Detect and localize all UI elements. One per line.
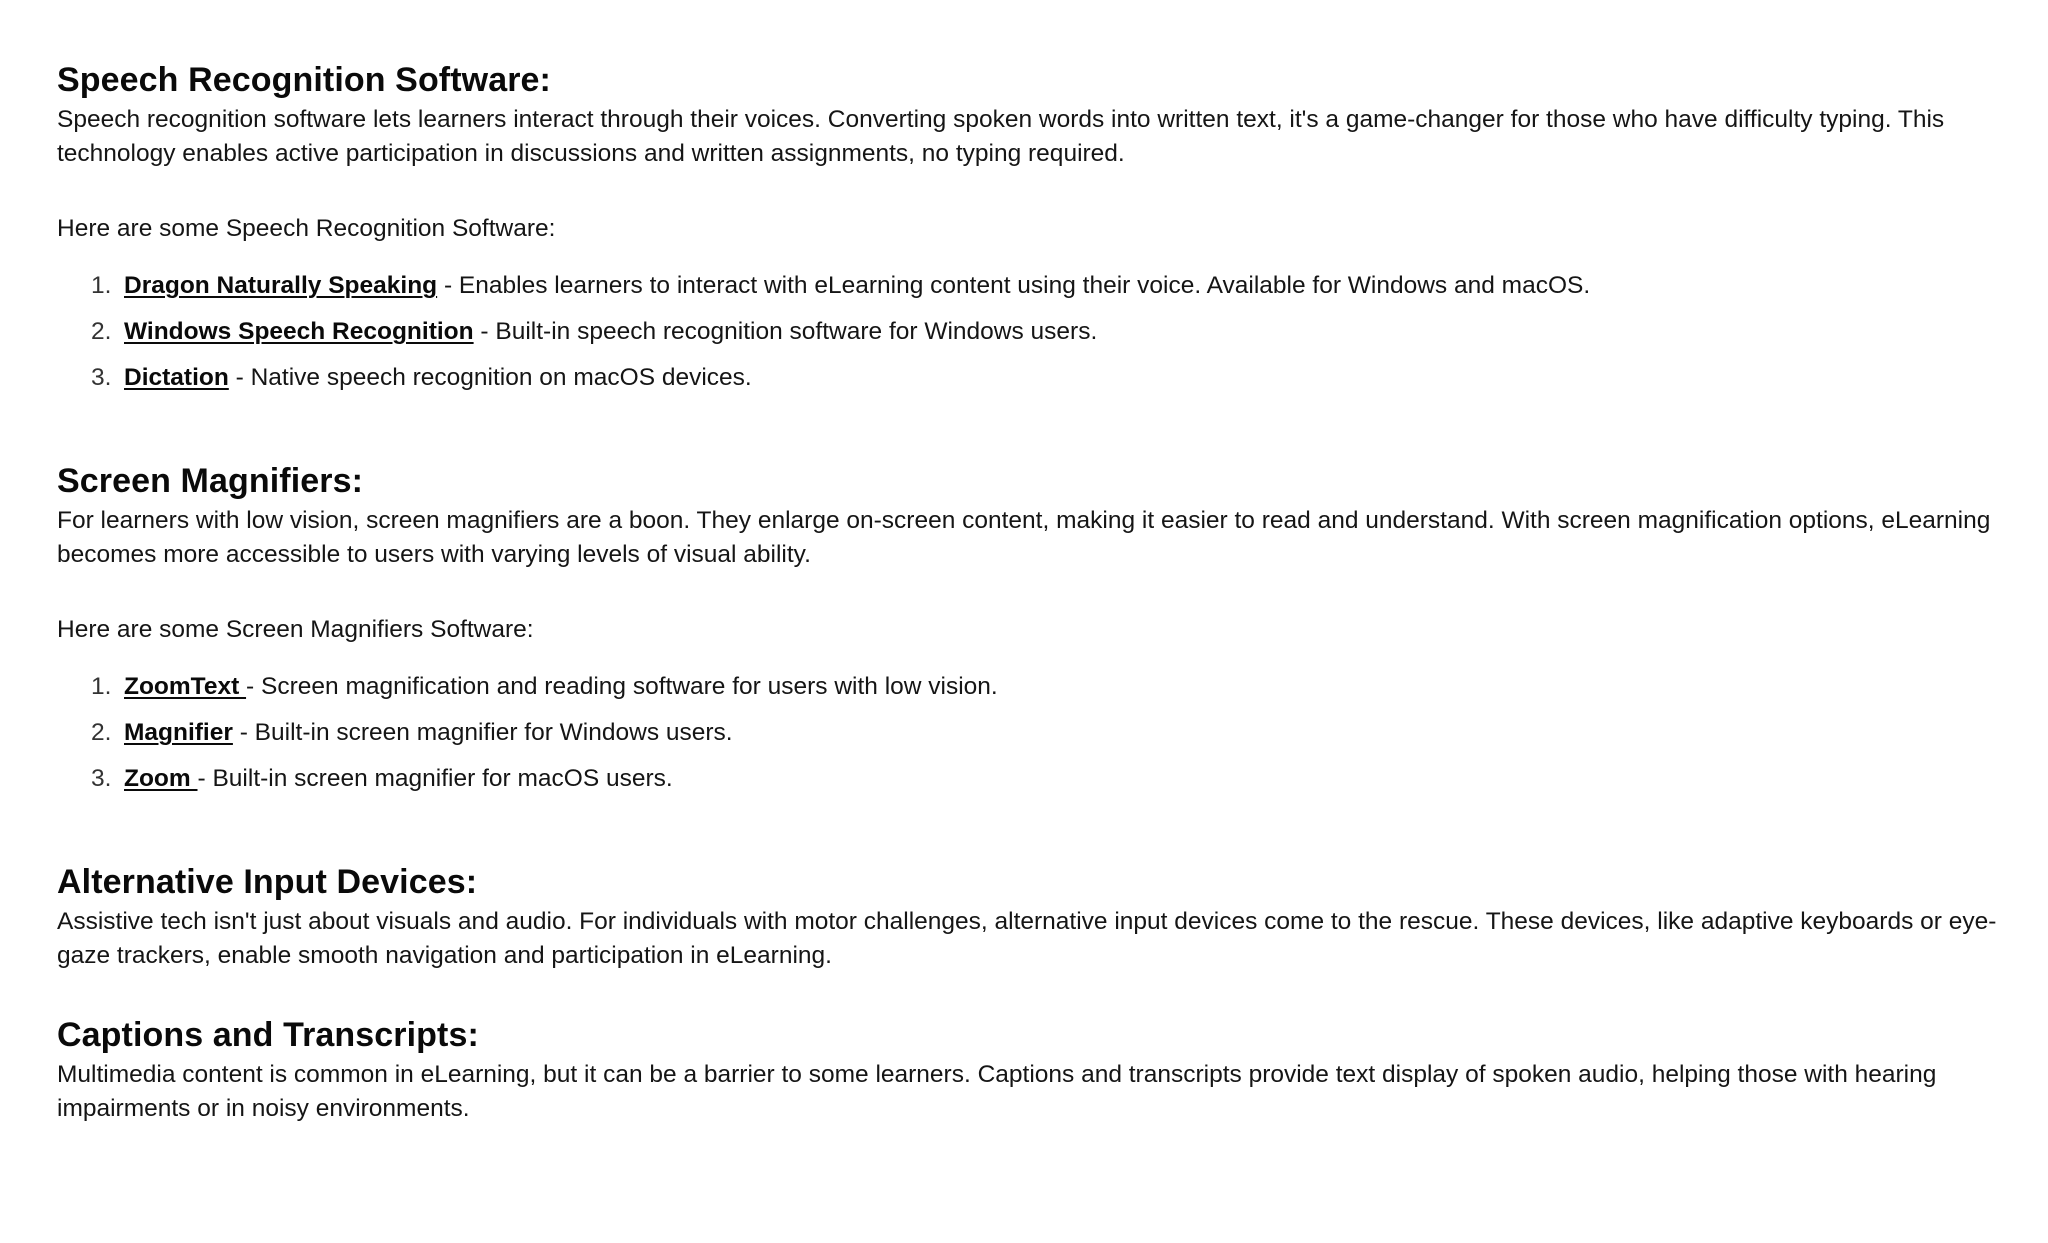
tool-description: - Enables learners to interact with eLearning content using their voice. Available for Windows and macOS. (437, 272, 1591, 299)
list-number: 2. (91, 719, 112, 746)
list-number: 1. (91, 673, 112, 700)
section-spacer (57, 407, 2018, 458)
list-item (57, 315, 2017, 361)
list-number: 3. (91, 765, 112, 792)
list-item (57, 670, 2017, 716)
tool-description: - Built-in speech recognition software for Windows users. (473, 318, 1098, 345)
list-number: 2. (91, 318, 112, 345)
section-spacer (57, 973, 2018, 1012)
section-body: Speech recognition software lets learners interact through their voices. Converting spoken words into written text, it's a game-changer for those who have difficulty typing. This technology enables active participation in discussions and written assignments, no typing required. (57, 106, 1945, 167)
tool-description: - Screen magnification and reading software for users with low vision. (246, 673, 998, 700)
tool-link-windows-speech[interactable]: Windows Speech Recognition (124, 318, 474, 345)
tool-description: - Built-in screen magnifier for macOS users. (197, 765, 673, 792)
section-body: Multimedia content is common in eLearning, but it can be a barrier to some learners. Captions and transcripts provide text display of spoken audio, helping those with hearing impairments or in noisy environments. (57, 1061, 1937, 1122)
tool-link-dragon[interactable]: Dragon Naturally Speaking (124, 272, 438, 299)
software-list (57, 269, 2017, 407)
section-heading: Speech Recognition Software: (57, 61, 551, 99)
tool-description: - Native speech recognition on macOS devices. (228, 364, 752, 391)
tool-link-zoomtext[interactable]: ZoomText (124, 673, 247, 700)
tool-description: - Built-in screen magnifier for Windows users. (232, 719, 733, 746)
list-number: 1. (91, 272, 112, 299)
section-spacer (57, 808, 2018, 859)
list-intro: Here are some Speech Recognition Software: (57, 215, 556, 242)
list-item (57, 762, 2017, 808)
tool-link-dictation[interactable]: Dictation (124, 364, 229, 391)
section-screen-magnifiers (57, 458, 2017, 808)
section-body: Assistive tech isn't just about visuals and audio. For individuals with motor challenges, alternative input devices come to the rescue. These devices, like adaptive keyboards or eye-gaze trackers, enable smooth navigation and participation in eLearning. (57, 908, 1997, 969)
list-item (57, 716, 2017, 762)
list-number: 3. (91, 364, 112, 391)
section-alternative-input (57, 859, 2017, 973)
section-heading: Captions and Transcripts: (57, 1016, 479, 1054)
tool-link-zoom[interactable]: Zoom (124, 765, 198, 792)
section-body: For learners with low vision, screen magnifiers are a boon. They enlarge on-screen content, making it easier to read and understand. With screen magnification options, eLearning becomes more accessible to users with varying levels of visual ability. (57, 507, 1991, 568)
section-speech-recognition (57, 57, 2017, 407)
tool-link-magnifier[interactable]: Magnifier (124, 719, 233, 746)
list-intro: Here are some Screen Magnifiers Software: (57, 616, 534, 643)
section-heading: Screen Magnifiers: (57, 462, 364, 500)
list-item (57, 269, 2017, 315)
section-heading: Alternative Input Devices: (57, 863, 478, 901)
list-item (57, 361, 2017, 407)
software-list (57, 670, 2017, 808)
section-captions-transcripts (57, 1012, 2017, 1126)
